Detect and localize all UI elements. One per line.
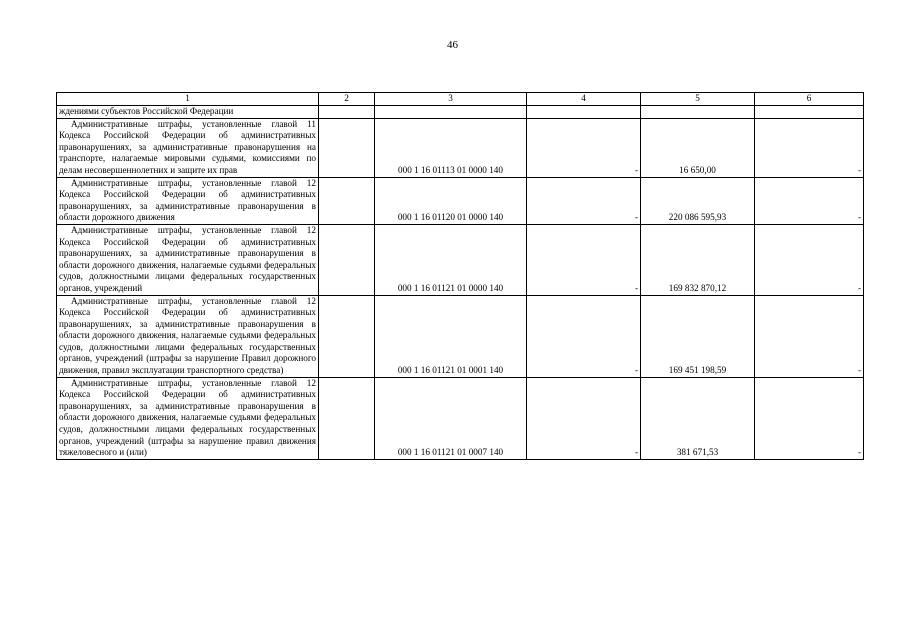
row-name-cell (57, 106, 319, 119)
table-row (57, 118, 864, 177)
row-amount: 16 650,00 (641, 118, 755, 177)
row-name-cell (57, 118, 319, 177)
row-col2-cell (319, 295, 375, 377)
row-amount (641, 106, 755, 119)
row-name: Административные штрафы, установленные главой 12 Кодекса Российской Федерации об административных правонарушениях, за административные правонарушения в области дорожного движения, налагаемые судьями федеральных судов, должностными лицами федеральных государственных органов, учреждений (59, 224, 316, 293)
column-header: 5 (641, 93, 755, 106)
row-name-cell (57, 295, 319, 377)
row-col6: - (755, 224, 864, 295)
row-col6 (755, 106, 864, 119)
row-name: Административные штрафы, установленные главой 11 Кодекса Российской Федерации об административных правонарушениях, за административные правонарушения на транспорте, налагаемые мировыми судьями, комиссиями по делам несовершеннолетних и защите их прав (59, 118, 316, 175)
row-name: Административные штрафы, установленные главой 12 Кодекса Российской Федерации об административных правонарушениях, за административные правонарушения в области дорожного движения (59, 177, 316, 223)
row-col4: - (527, 224, 641, 295)
row-col2-cell (319, 118, 375, 177)
row-code (375, 106, 527, 119)
row-col6: - (755, 118, 864, 177)
row-col2-cell (319, 224, 375, 295)
table-row (57, 106, 864, 119)
row-col4: - (527, 177, 641, 224)
row-col4: - (527, 118, 641, 177)
row-amount: 169 832 870,12 (641, 224, 755, 295)
row-amount: 169 451 198,59 (641, 295, 755, 377)
row-code: 000 1 16 01121 01 0001 140 (375, 295, 527, 377)
row-name-cell (57, 177, 319, 224)
table-header-row (57, 93, 864, 106)
row-col6: - (755, 377, 864, 459)
row-amount: 381 671,53 (641, 377, 755, 459)
row-code: 000 1 16 01113 01 0000 140 (375, 118, 527, 177)
row-col4: - (527, 295, 641, 377)
column-header: 2 (319, 93, 375, 106)
page-number: 46 (447, 39, 458, 51)
table-row (57, 377, 864, 459)
column-header: 6 (755, 93, 864, 106)
row-name: Административные штрафы, установленные главой 12 Кодекса Российской Федерации об административных правонарушениях, за административные правонарушения в области дорожного движения, налагаемые судьями федеральных судов, должностными лицами федеральных государственных органов, учреждений (штрафы за нарушение Правил дорожного движения, правил эксплуатации транспортного средства) (59, 295, 316, 376)
table-row (57, 224, 864, 295)
row-code: 000 1 16 01120 01 0000 140 (375, 177, 527, 224)
row-name: Административные штрафы, установленные главой 12 Кодекса Российской Федерации об административных правонарушениях, за административные правонарушения в области дорожного движения, налагаемые судьями федеральных судов, должностными лицами федеральных государственных органов, учреждений (штрафы за нарушение правил движения тяжеловесного и (или) (59, 377, 316, 458)
row-name-cell (57, 377, 319, 459)
table-row (57, 177, 864, 224)
row-name: ждениями субъектов Российской Федерации (59, 106, 234, 116)
row-col2-cell (319, 377, 375, 459)
budget-table (56, 92, 864, 460)
row-name-cell (57, 224, 319, 295)
row-amount: 220 086 595,93 (641, 177, 755, 224)
row-code: 000 1 16 01121 01 0000 140 (375, 224, 527, 295)
row-col2-cell (319, 106, 375, 119)
row-col6: - (755, 295, 864, 377)
row-col6: - (755, 177, 864, 224)
row-col4: - (527, 377, 641, 459)
row-col4 (527, 106, 641, 119)
column-header: 1 (57, 93, 319, 106)
column-header: 3 (375, 93, 527, 106)
table-row (57, 295, 864, 377)
row-col2-cell (319, 177, 375, 224)
row-code: 000 1 16 01121 01 0007 140 (375, 377, 527, 459)
column-header: 4 (527, 93, 641, 106)
